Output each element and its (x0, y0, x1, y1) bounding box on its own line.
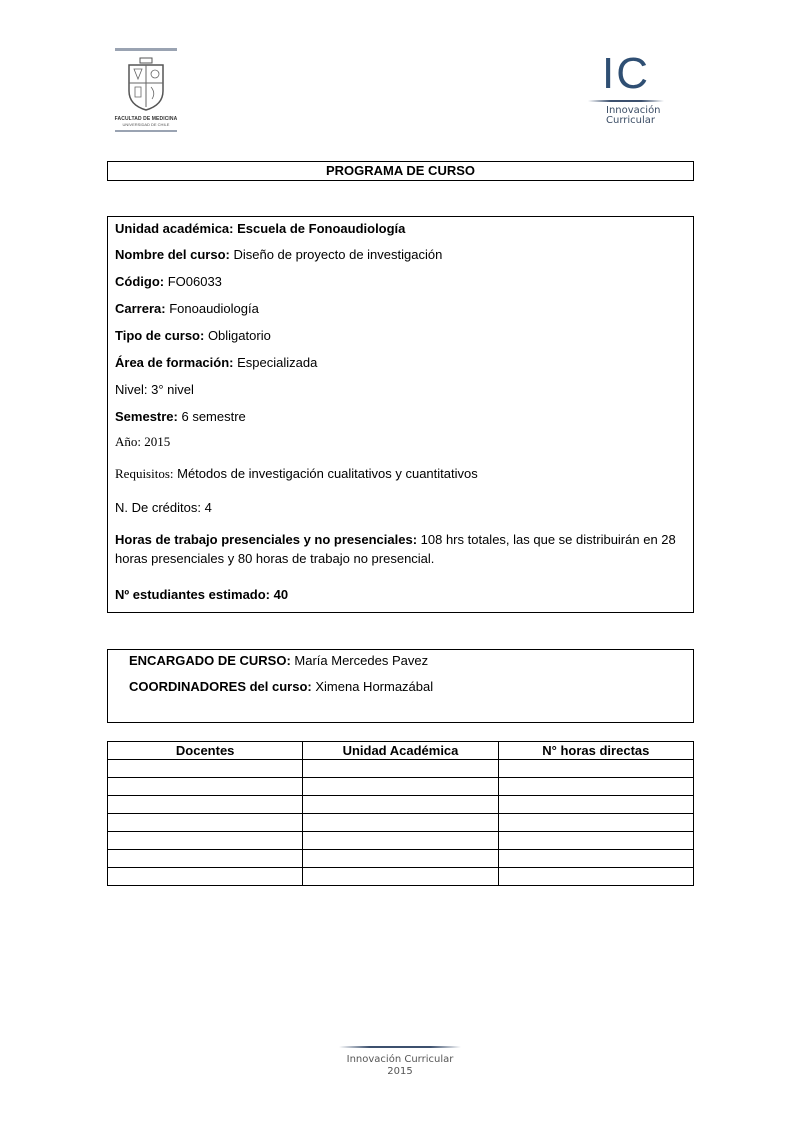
table-cell (108, 796, 303, 814)
table-cell (303, 760, 498, 778)
table-cell (303, 868, 498, 886)
carrera: Carrera: Fonoaudiología (115, 301, 259, 316)
table-row (108, 796, 694, 814)
coordinadores: COORDINADORES del curso: Ximena Hormazábal (129, 679, 434, 694)
table-cell (498, 868, 693, 886)
table-cell (108, 814, 303, 832)
table-cell (498, 760, 693, 778)
unidad-academica: Unidad académica: Escuela de Fonoaudiología (115, 221, 406, 236)
footer-divider (339, 1046, 461, 1048)
table-cell (108, 832, 303, 850)
nombre-curso: Nombre del curso: Diseño de proyecto de investigación (115, 247, 443, 262)
requisitos: Requisitos: Métodos de investigación cualitativos y cuantitativos (115, 466, 478, 481)
table-cell (498, 850, 693, 868)
table-cell (498, 778, 693, 796)
header-horas-directas: N° horas directas (498, 742, 693, 760)
logo-faculty-text: FACULTAD DE MEDICINA (114, 116, 178, 122)
horas-trabajo: Horas de trabajo presenciales y no presenciales: 108 hrs totales, las que se distribuirán en 28 (115, 532, 676, 547)
innovacion-curricular-logo (588, 49, 664, 136)
footer (339, 1046, 461, 1078)
table-cell (498, 814, 693, 832)
table-cell (303, 778, 498, 796)
header-docentes: Docentes (108, 742, 303, 760)
table-row (108, 850, 694, 868)
facultad-medicina-logo (113, 48, 179, 140)
page-title: PROGRAMA DE CURSO (107, 161, 694, 181)
anio: Año: 2015 (115, 434, 171, 449)
table-row (108, 814, 694, 832)
estudiantes-estimado: Nº estudiantes estimado: 40 (115, 587, 289, 602)
table-cell (498, 796, 693, 814)
docentes-table (107, 741, 694, 886)
table-cell (108, 778, 303, 796)
logo-divider (588, 100, 664, 102)
horas-trabajo-cont: horas presenciales y 80 horas de trabajo no presencial. (115, 551, 435, 566)
table-cell (498, 832, 693, 850)
crest-icon (126, 57, 166, 111)
table-row (108, 868, 694, 886)
logo-line1: Innovación (606, 105, 661, 116)
table-row (108, 832, 694, 850)
course-info-box (107, 216, 694, 613)
table-cell (303, 796, 498, 814)
table-cell (108, 760, 303, 778)
header-unidad-academica: Unidad Académica (303, 742, 498, 760)
encargado-curso: ENCARGADO DE CURSO: María Mercedes Pavez (129, 653, 429, 668)
codigo: Código: FO06033 (115, 274, 222, 289)
nivel: Nivel: 3° nivel (115, 382, 194, 397)
footer-line1: Innovación Curricular (346, 1054, 454, 1065)
table-cell (108, 868, 303, 886)
footer-year: 2015 (387, 1066, 413, 1077)
creditos: N. De créditos: 4 (115, 500, 212, 515)
table-cell (303, 832, 498, 850)
table-cell (303, 814, 498, 832)
table-row (108, 778, 694, 796)
logo-university-text: UNIVERSIDAD DE CHILE (122, 122, 170, 127)
table-cell (303, 850, 498, 868)
tipo-curso: Tipo de curso: Obligatorio (115, 328, 271, 343)
ic-mark: IC (602, 49, 650, 98)
encargado-box (107, 649, 694, 723)
logo-top-bar (115, 48, 177, 51)
semestre: Semestre: 6 semestre (115, 409, 246, 424)
logo-bottom-bar (115, 130, 177, 132)
logo-line2: Curricular (606, 115, 655, 126)
area-formacion: Área de formación: Especializada (115, 355, 318, 370)
table-header-row (108, 742, 694, 760)
table-row (108, 760, 694, 778)
table-cell (108, 850, 303, 868)
